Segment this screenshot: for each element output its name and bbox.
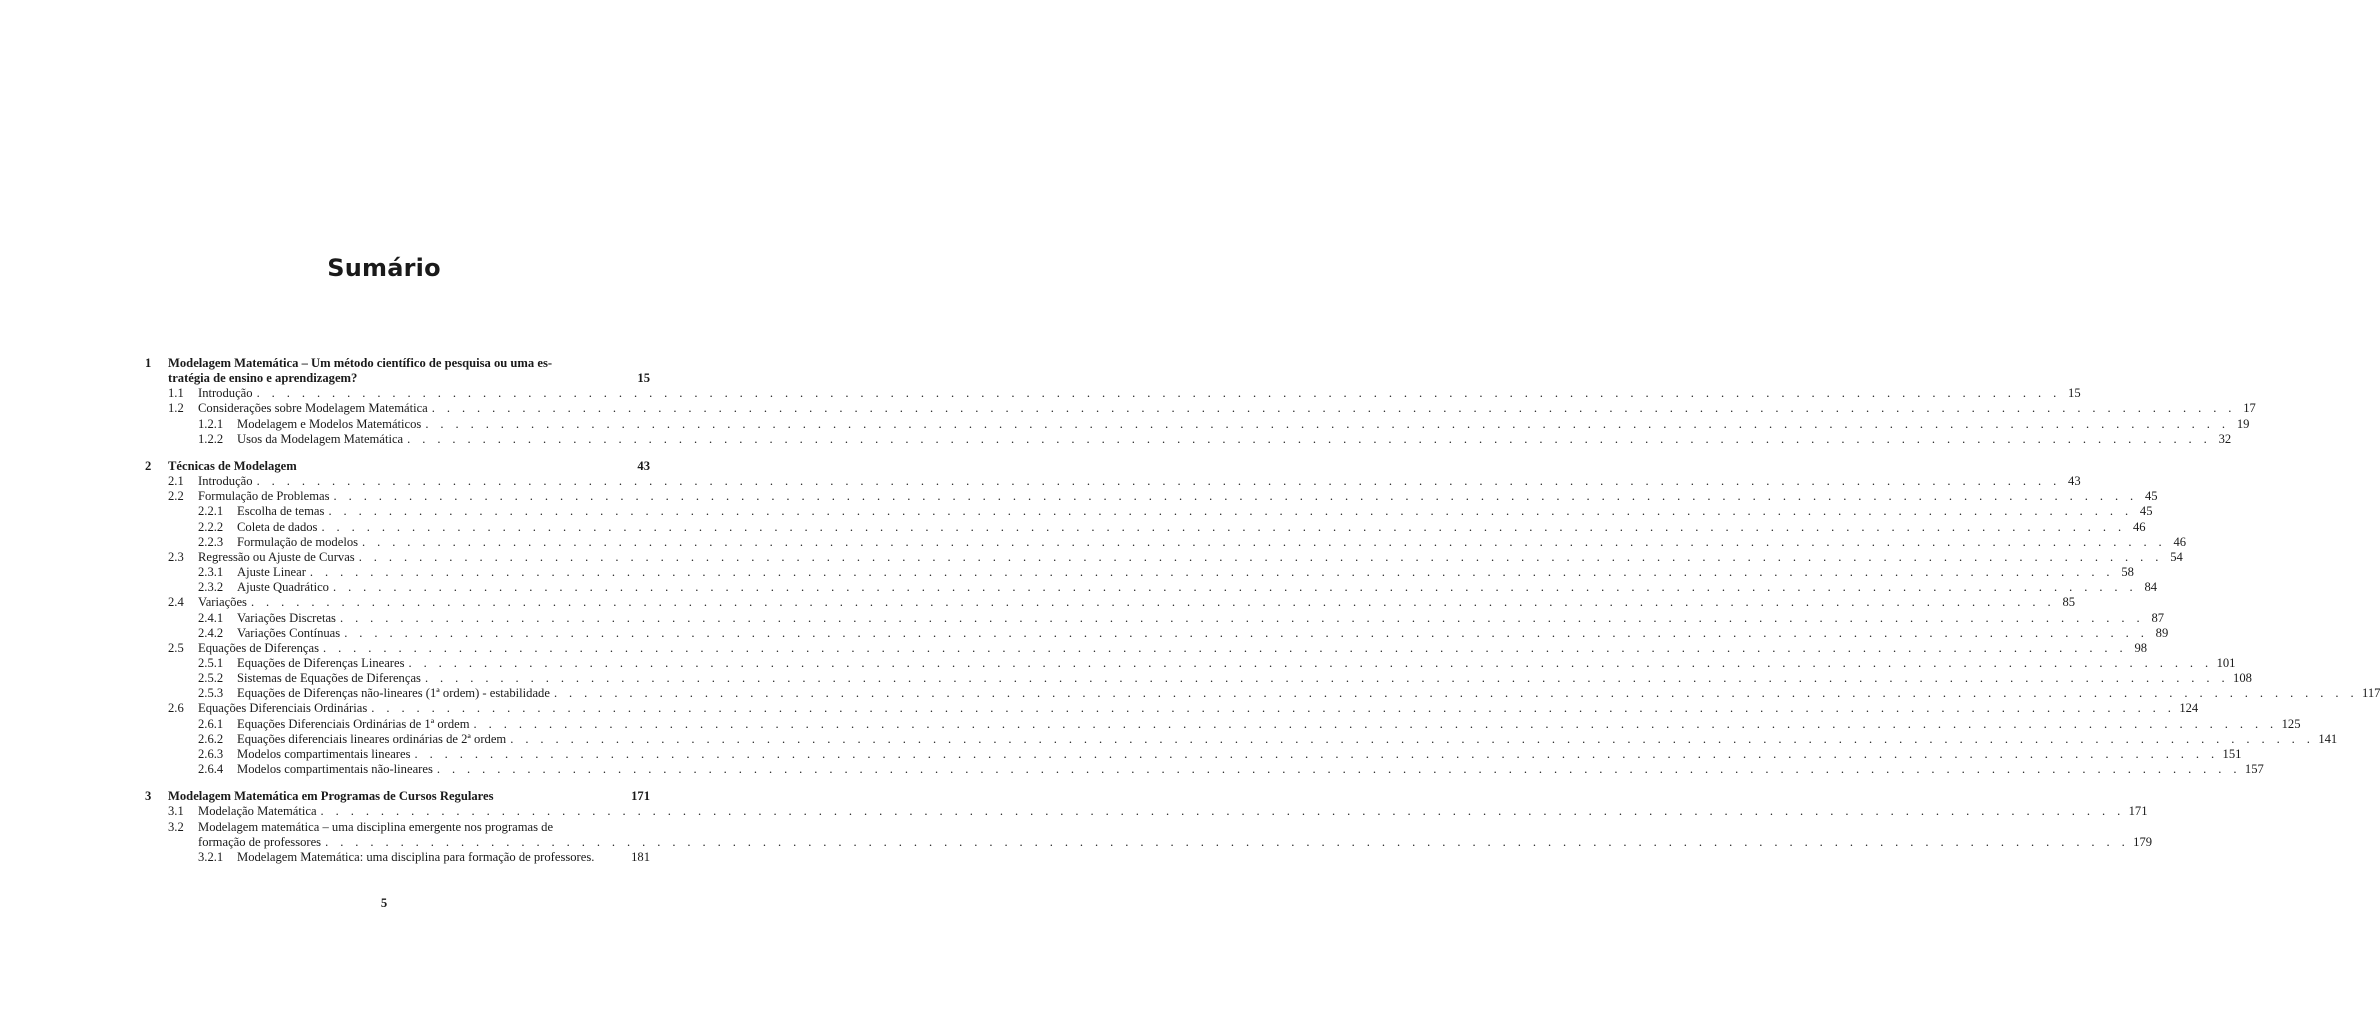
chapter-title: Técnicas de Modelagem bbox=[168, 458, 297, 473]
entry-number: 2.3 bbox=[168, 549, 184, 564]
dot-leader: . . . . . . . . . . . . . . . . . . . . . . . . . . . . . . . . . . . . . . . . . . . . . . . . . . . . . . . . . . . . . . . . . . . . . . . . . . . . . . . . . . . . . . . . . . . . . . . . . . . . . . . . . . . . . . . . . . . . . . . . bbox=[473, 716, 2278, 731]
entry-number: 2.3.2 bbox=[198, 580, 224, 595]
entry-number: 2.2 bbox=[168, 489, 184, 504]
entry-number: 3.2 bbox=[168, 819, 184, 834]
table-of-contents bbox=[145, 356, 2380, 865]
entry-title: Variações Contínuas bbox=[237, 625, 341, 640]
dot-leader: . . . . . . . . . . . . . . . . . . . . . . . . . . . . . . . . . . . . . . . . . . . . . . . . . . . . . . . . . . . . . . . . . . . . . . . . . . . . . . . . . . . . . . . . . . . . . . . . . . . . . . . . . . . . . . . . . . . . . . . . bbox=[344, 625, 2149, 640]
entry-page: 84 bbox=[2144, 580, 2158, 595]
entry-title: Equações de Diferenças bbox=[198, 640, 319, 655]
entry-page: 98 bbox=[2134, 640, 2148, 655]
toc-entry[interactable] bbox=[145, 386, 2081, 401]
entry-title: Modelos compartimentais lineares bbox=[237, 746, 411, 761]
dot-leader: . . . . . . . . . . . . . . . . . . . . . . . . . . . . . . . . . . . . . . . . . . . . . . . . . . . . . . . . . . . . . . . . . . . . . . . . . . . . . . . . . . . . . . . . . . . . . . . . . . . . . . . . . . . . . . . . . . . . . . . . bbox=[256, 474, 2061, 489]
entry-title: Equações Diferenciais Ordinárias bbox=[198, 701, 368, 716]
toc-entry[interactable] bbox=[145, 534, 2187, 550]
entry-page: 43 bbox=[2068, 474, 2081, 489]
toc-entry[interactable] bbox=[145, 489, 2158, 504]
toc-entry[interactable] bbox=[145, 701, 2199, 716]
entry-title: Regressão ou Ajuste de Curvas bbox=[198, 549, 355, 564]
entry-title: Variações bbox=[198, 595, 247, 610]
entry-title: Ajuste Linear bbox=[237, 565, 306, 580]
entry-number: 2.5.1 bbox=[198, 655, 224, 670]
toc-entry[interactable] bbox=[145, 640, 2148, 656]
entry-title: Modelação Matemática bbox=[198, 804, 317, 819]
toc-entry[interactable] bbox=[145, 746, 2242, 762]
dot-leader: . . . . . . . . . . . . . . . . . . . . . . . . . . . . . . . . . . . . . . . . . . . . . . . . . . . . . . . . . . . . . . . . . . . . . . . . . . . . . . . . . . . . . . . . . . . . . . . . . . . . . . . . . . . . . . . . . . . . . . . . bbox=[322, 640, 2128, 655]
toc-entry[interactable] bbox=[145, 731, 2338, 747]
toc-entry[interactable] bbox=[145, 416, 2250, 432]
dot-leader: . . . . . . . . . . . . . . . . . . . . . . . . . . . . . . . . . . . . . . . . . . . . . . . . . . . . . . . . . . . . . . . . . . . . . . . . . . . . . . . . . . . . . . . . . . . . . . . . . . . . . . . . . . . . . . . . . . . . . . . . bbox=[339, 610, 2145, 625]
entry-number: 2.5.2 bbox=[198, 671, 224, 686]
entry-page: 54 bbox=[2170, 549, 2183, 564]
dot-leader: . . . . . . . . . . . . . . . . . . . . . . . . . . . . . . . . . . . . . . . . . . . . . . . . . . . . . . . . . . . . . . . . . . . . . . . . . . . . . . . . . . . . . . . . . . . . . . . . . . . . . . . . . . . . . . . . . . . . . . . . bbox=[414, 746, 2219, 761]
chapter-number: 1 bbox=[145, 356, 152, 370]
dot-leader: . . . . . . . . . . . . . . . . . . . . . . . . . . . . . . . . . . . . . . . . . . . . . . . . . . . . . . . . . . . . . . . . . . . . . . . . . . . . . . . . . . . . . . . . . . . . . . . . . . . . . . . . . . . . . . . . . . . . . . . . bbox=[408, 655, 2213, 670]
dot-leader: . . . . . . . . . . . . . . . . . . . . . . . . . . . . . . . . . . . . . . . . . . . . . . . . . . . . . . . . . . . . . . . . . . . . . . . . . . . . . . . . . . . . . . . . . . . . . . . . . . . . . . . . . . . . . . . . . . . . . . . . bbox=[320, 804, 2125, 819]
entry-page: 32 bbox=[2218, 431, 2232, 446]
dot-leader: . . . . . . . . . . . . . . . . . . . . . . . . . . . . . . . . . . . . . . . . . . . . . . . . . . . . . . . . . . . . . . . . . . . . . . . . . . . . . . . . . . . . . . . . . . . . . . . . . . . . . . . . . . . . . . . . . . . . . . . . bbox=[250, 595, 2056, 610]
toc-chapter bbox=[145, 356, 650, 386]
dot-leader: . . . . . . . . . . . . . . . . . . . . . . . . . . . . . . . . . . . . . . . . . . . . . . . . . . . . . . . . . . . . . . . . . . . . . . . . . . . . . . . . . . . . . . . . . . . . . . . . . . . . . . . . . . . . . . . . . . . . . . . . bbox=[553, 686, 2359, 701]
entry-number: 2.4.1 bbox=[198, 610, 224, 625]
entry-page: 179 bbox=[2133, 834, 2153, 849]
entry-title: Equações de Diferenças não-lineares (1ª ordem) - estabilidade bbox=[237, 686, 550, 701]
entry-number: 3.2.1 bbox=[198, 849, 224, 864]
entry-title: Ajuste Quadrático bbox=[237, 580, 329, 595]
dot-leader: . . . . . . . . . . . . . . . . . . . . . . . . . . . . . . . . . . . . . . . . . . . . . . . . . . . . . . . . . . . . . . . . . . . . . . . . . . . . . . . . . . . . . . . . . . . . . . . . . . . . . . . . . . . . . . . . . . . . . . . . bbox=[333, 489, 2138, 504]
dot-leader: . . . . . . . . . . . . . . . . . . . . . . . . . . . . . . . . . . . . . . . . . . . . . . . . . . . . . . . . . . . . . . . . . . . . . . . . . . . . . . . . . . . . . . . . . . . . . . . . . . . . . . . . . . . . . . . . . . . . . . . . bbox=[328, 504, 2133, 519]
entry-page: 181 bbox=[631, 849, 650, 864]
entry-title: Formulação de modelos bbox=[237, 534, 359, 549]
entry-page: 124 bbox=[2179, 701, 2199, 716]
toc-entry[interactable] bbox=[145, 431, 2232, 447]
entry-number: 2.4.2 bbox=[198, 625, 224, 640]
entry-number: 2.4 bbox=[168, 595, 184, 610]
entry-page: 85 bbox=[2062, 595, 2076, 610]
toc-chapter bbox=[145, 459, 650, 474]
entry-title: Modelos compartimentais não-lineares bbox=[237, 762, 433, 777]
toc-entry[interactable] bbox=[145, 820, 650, 835]
toc-entry[interactable] bbox=[145, 565, 2134, 580]
dot-leader: . . . . . . . . . . . . . . . . . . . . . . . . . . . . . . . . . . . . . . . . . . . . . . . . . . . . . . . . . . . . . . . . . . . . . . . . . . . . . . . . . . . . . . . . . . . . . . . . . . . . . . . . . . . . . . . . . . . . . . . . bbox=[309, 565, 2114, 580]
toc-entry[interactable] bbox=[145, 625, 2169, 641]
dot-leader: . . . . . . . . . . . . . . . . . . . . . . . . . . . . . . . . . . . . . . . . . . . . . . . . . . . . . . . . . . . . . . . . . . . . . . . . . . . . . . . . . . . . . . . . . . . . . . . . . . . . . . . . . . . . . . . . . . . . . . . . bbox=[431, 401, 2236, 416]
entry-title: Equações Diferenciais Ordinárias de 1ª ordem bbox=[237, 716, 470, 731]
entry-page: 108 bbox=[2233, 671, 2252, 686]
dot-leader: . . . . . . . . . . . . . . . . . . . . . . . . . . . . . . . . . . . . . . . . . . . . . . . . . . . . . . . . . . . . . . . . . . . . . . . . . . . . . . . . . . . . . . . . . . . . . . . . . . . . . . . . . . . . . . . . . . . . . . . . bbox=[362, 534, 2167, 549]
chapter-title-continuation: tratégia de ensino e aprendizagem? bbox=[168, 371, 358, 386]
toc-entry[interactable] bbox=[145, 519, 2146, 535]
entry-title: Introdução bbox=[198, 386, 253, 401]
toc-entry[interactable] bbox=[145, 595, 2076, 610]
chapter-page: 171 bbox=[631, 789, 650, 804]
dot-leader: . . . . . . . . . . . . . . . . . . . . . . . . . . . . . . . . . . . . . . . . . . . . . . . . . . . . . . . . . . . . . . . . . . . . . . . . . . . . . . . . . . . . . . . . . . . . . . . . . . . . . . . . . . . . . . . . . . . . . . . . bbox=[436, 762, 2241, 777]
chapter-number: 2 bbox=[145, 458, 152, 473]
entry-number: 2.2.2 bbox=[198, 519, 224, 534]
entry-number: 3.1 bbox=[168, 804, 184, 819]
page-title: Sumário bbox=[327, 254, 441, 282]
entry-title: Modelagem Matemática: uma disciplina para formação de professores. bbox=[237, 849, 595, 864]
dot-leader: . . . . . . . . . . . . . . . . . . . . . . . . . . . . . . . . . . . . . . . . . . . . . . . . . . . . . . . . . . . . . . . . . . . . . . . . . . . . . . . . . . . . . . . . . . . . . . . . . . . . . . . . . . . . . . . . . . . . . . . . bbox=[332, 580, 2138, 595]
entry-page: 45 bbox=[2145, 489, 2158, 504]
entry-page: 15 bbox=[2068, 386, 2081, 401]
toc-entry[interactable] bbox=[145, 686, 2380, 701]
toc-entry-continuation bbox=[145, 834, 2153, 850]
toc-entry[interactable] bbox=[145, 504, 2153, 519]
entry-page: 46 bbox=[2173, 534, 2187, 549]
entry-number: 2.6.2 bbox=[198, 731, 224, 746]
chapter-page: 43 bbox=[637, 458, 650, 473]
toc-entry[interactable] bbox=[145, 401, 2256, 416]
entry-number: 2.6.1 bbox=[198, 716, 224, 731]
toc-entry[interactable] bbox=[145, 474, 2081, 489]
entry-number: 2.1 bbox=[168, 474, 184, 489]
entry-title: Formulação de Problemas bbox=[198, 489, 330, 504]
toc-entry[interactable] bbox=[145, 671, 2252, 686]
dot-leader: . . . . . . . . . . . . . . . . . . . . . . . . . . . . . . . . . . . . . . . . . . . . . . . . . . . . . . . . . . . . . . . . . . . . . . . . . . . . . . . . . . . . . . . . . . . . . . . . . . . . . . . . . . . . . . . . . . . . . . . . bbox=[325, 834, 2130, 849]
entry-page: 117 bbox=[2362, 686, 2380, 701]
dot-leader: . . . . . . . . . . . . . . . . . . . . . . . . . . . . . . . . . . . . . . . . . . . . . . . . . . . . . . . . . . . . . . . . . . . . . . . . . . . . . . . . . . . . . . . . . . . . . . . . . . . . . . . . . . . . . . . . . . . . . . . . bbox=[256, 386, 2061, 401]
entry-title: Modelagem e Modelos Matemáticos bbox=[237, 416, 422, 431]
entry-title: Modelagem matemática – uma disciplina emergente nos programas de bbox=[198, 819, 554, 834]
entry-title: Coleta de dados bbox=[237, 519, 318, 534]
entry-page: 58 bbox=[2121, 565, 2134, 580]
toc-entry[interactable] bbox=[145, 850, 650, 865]
toc-entry[interactable] bbox=[145, 762, 2264, 777]
dot-leader: . . . . . . . . . . . . . . . . . . . . . . . . . . . . . . . . . . . . . . . . . . . . . . . . . . . . . . . . . . . . . . . . . . . . . . . . . . . . . . . . . . . . . . . . . . . . . . . . . . . . . . . . . . . . . . . . . . . . . . . . bbox=[371, 701, 2176, 716]
entry-page: 17 bbox=[2243, 401, 2256, 416]
toc-chapter bbox=[145, 789, 650, 804]
entry-number: 1.2 bbox=[168, 401, 184, 416]
entry-title: Equações de Diferenças Lineares bbox=[237, 655, 405, 670]
entry-page: 141 bbox=[2318, 731, 2338, 746]
chapter-page: 15 bbox=[637, 371, 650, 386]
entry-number: 2.2.3 bbox=[198, 534, 224, 549]
entry-number: 1.2.1 bbox=[198, 416, 224, 431]
entry-page: 101 bbox=[2216, 655, 2236, 670]
entry-page: 89 bbox=[2155, 625, 2169, 640]
dot-leader: . . . . . . . . . . . . . . . . . . . . . . . . . . . . . . . . . . . . . . . . . . . . . . . . . . . . . . . . . . . . . . . . . . . . . . . . . . . . . . . . . . . . . . . . . . . . . . . . . . . . . . . . . . . . . . . . . . . . . . . . bbox=[358, 549, 2163, 564]
entry-title: Variações Discretas bbox=[237, 610, 336, 625]
entry-page: 125 bbox=[2281, 716, 2301, 731]
entry-number: 1.2.2 bbox=[198, 431, 224, 446]
toc-entry[interactable] bbox=[145, 580, 2158, 595]
entry-number: 2.5.3 bbox=[198, 686, 224, 701]
entry-page: 157 bbox=[2244, 762, 2264, 777]
entry-page: 46 bbox=[2132, 519, 2146, 534]
entry-title: Escolha de temas bbox=[237, 504, 325, 519]
toc-entry[interactable] bbox=[145, 655, 2236, 671]
dot-leader: . . . . . . . . . . . . . . . . . . . . . . . . . . . . . . . . . . . . . . . . . . . . . . . . . . . . . . . . . . . . . . . . . . . . . . . . . . . . . . . . . . . . . . . . . . . . . . . . . . . . . . . . . . . . . . . . . . . . . . . . bbox=[510, 731, 2315, 746]
entry-title: Introdução bbox=[198, 474, 253, 489]
chapter-title: Modelagem Matemática em Programas de Cursos Regulares bbox=[168, 789, 494, 804]
dot-leader: . . . . . . . . . . . . . . . . . . . . . . . . . . . . . . . . . . . . . . . . . . . . . . . . . . . . . . . . . . . . . . . . . . . . . . . . . . . . . . . . . . . . . . . . . . . . . . . . . . . . . . . . . . . . . . . . . . . . . . . . bbox=[425, 416, 2230, 431]
entry-number: 2.2.1 bbox=[198, 504, 224, 519]
chapter-title: Modelagem Matemática – Um método científico de pesquisa ou uma es- bbox=[168, 356, 553, 370]
chapter-number: 3 bbox=[145, 789, 152, 804]
entry-title: Equações diferenciais lineares ordinárias de 2ª ordem bbox=[237, 731, 507, 746]
entry-number: 2.6.3 bbox=[198, 746, 224, 761]
page-number: 5 bbox=[380, 896, 388, 910]
entry-number: 2.6 bbox=[168, 701, 184, 716]
entry-title: Considerações sobre Modelagem Matemática bbox=[198, 401, 428, 416]
toc-entry[interactable] bbox=[145, 804, 2148, 819]
entry-page: 45 bbox=[2139, 504, 2153, 519]
dot-leader: . . . . . . . . . . . . . . . . . . . . . . . . . . . . . . . . . . . . . . . . . . . . . . . . . . . . . . . . . . . . . . . . . . . . . . . . . . . . . . . . . . . . . . . . . . . . . . . . . . . . . . . . . . . . . . . . . . . . . . . . bbox=[407, 431, 2212, 446]
entry-title: Sistemas de Equações de Diferenças bbox=[237, 671, 421, 686]
entry-number: 1.1 bbox=[168, 386, 184, 401]
entry-title-continuation: formação de professores bbox=[198, 834, 322, 849]
dot-leader: . . . . . . . . . . . . . . . . . . . . . . . . . . . . . . . . . . . . . . . . . . . . . . . . . . . . . . . . . . . . . . . . . . . . . . . . . . . . . . . . . . . . . . . . . . . . . . . . . . . . . . . . . . . . . . . . . . . . . . . . bbox=[321, 519, 2126, 534]
dot-leader: . . . . . . . . . . . . . . . . . . . . . . . . . . . . . . . . . . . . . . . . . . . . . . . . . . . . . . . . . . . . . . . . . . . . . . . . . . . . . . . . . . . . . . . . . . . . . . . . . . . . . . . . . . . . . . . . . . . . . . . . bbox=[424, 671, 2230, 686]
entry-number: 2.6.4 bbox=[198, 762, 224, 777]
entry-page: 171 bbox=[2128, 804, 2148, 819]
entry-page: 19 bbox=[2236, 416, 2250, 431]
entry-title: Usos da Modelagem Matemática bbox=[237, 431, 404, 446]
entry-number: 2.3.1 bbox=[198, 565, 224, 580]
toc-entry[interactable] bbox=[145, 610, 2165, 626]
entry-page: 151 bbox=[2222, 746, 2242, 761]
entry-page: 87 bbox=[2151, 610, 2165, 625]
entry-number: 2.5 bbox=[168, 640, 184, 655]
toc-entry[interactable] bbox=[145, 549, 2183, 565]
toc-entry[interactable] bbox=[145, 716, 2301, 732]
